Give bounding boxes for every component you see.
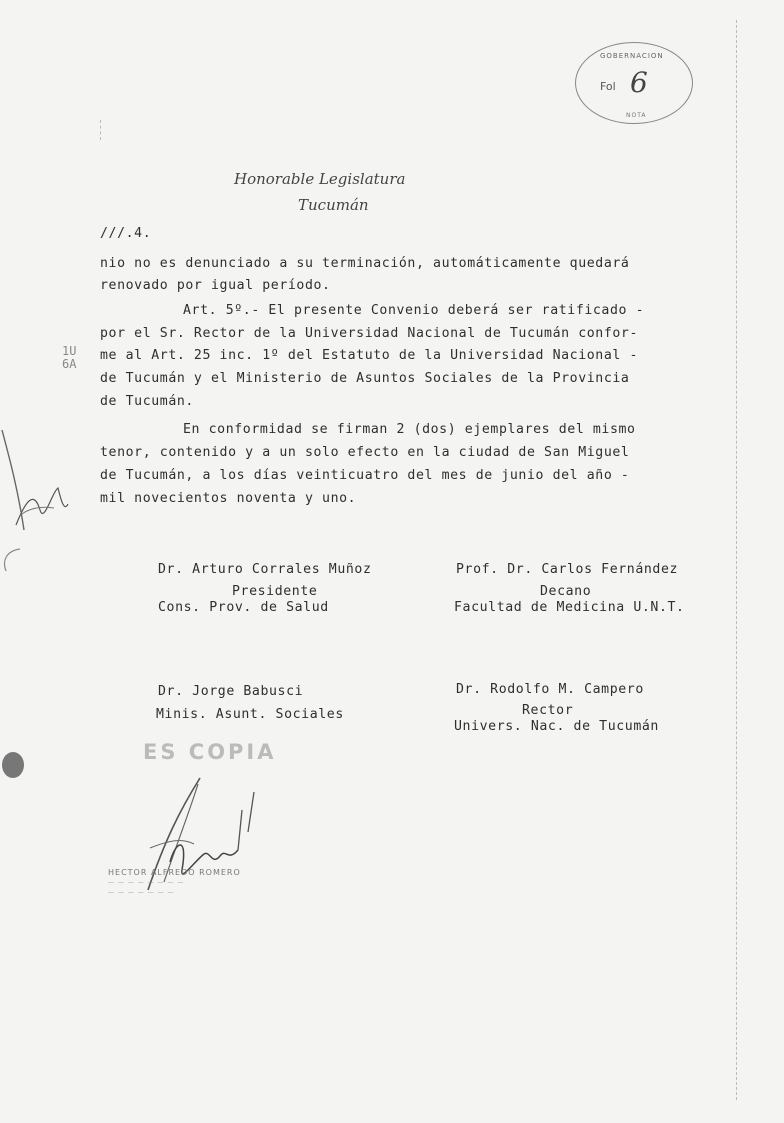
- margin-mark: 1U6A: [62, 344, 77, 371]
- signatory-name: Dr. Jorge Babusci: [158, 684, 304, 699]
- margin-fold-mark: [0, 420, 30, 540]
- body-line: mil novecientos noventa y uno.: [100, 491, 357, 506]
- body-line: Art. 5º.- El presente Convenio deberá ser ratificado -: [183, 303, 645, 318]
- signatory-role: Presidente: [232, 584, 318, 599]
- scan-edge-rule: [736, 20, 737, 1100]
- signatory-name: Prof. Dr. Carlos Fernández: [456, 562, 679, 577]
- body-line: me al Art. 25 inc. 1º del Estatuto de la Universidad Nacional -: [100, 348, 638, 363]
- body-line: tenor, contenido y a un solo efecto en la ciudad de San Miguel: [100, 445, 630, 460]
- scan-tick: [100, 120, 101, 140]
- signatory-role: Rector: [522, 703, 574, 718]
- body-line: de Tucumán y el Ministerio de Asuntos Sociales de la Provincia: [100, 371, 630, 386]
- signatory-org: Minis. Asunt. Sociales: [156, 707, 344, 722]
- body-line: nio no es denunciado a su terminación, automáticamente quedará: [100, 256, 630, 271]
- copy-stamp: ES COPIA: [143, 740, 277, 764]
- signatory-org: Facultad de Medicina U.N.T.: [454, 600, 685, 615]
- body-line: renovado por igual período.: [100, 278, 331, 293]
- notary-seal: [108, 868, 241, 898]
- punch-hole: [2, 752, 24, 778]
- signatory-org: Cons. Prov. de Salud: [158, 600, 329, 615]
- margin-curl: [0, 545, 24, 575]
- folio-stamp-number: 6: [630, 66, 648, 99]
- letterhead-title: Honorable Legislatura: [234, 170, 406, 188]
- folio-stamp-top-text: GOBERNACION: [600, 52, 664, 60]
- signatory-org: Univers. Nac. de Tucumán: [454, 719, 659, 734]
- body-line: por el Sr. Rector de la Universidad Nacional de Tucumán confor-: [100, 326, 638, 341]
- signatory-name: Dr. Rodolfo M. Campero: [456, 682, 644, 697]
- body-line: de Tucumán.: [100, 394, 194, 409]
- signatory-role: Decano: [540, 584, 592, 599]
- folio-stamp-label: Fol: [600, 80, 616, 93]
- notary-seal-detail: — — — — — — — —: [108, 879, 185, 886]
- body-line: En conformidad se firman 2 (dos) ejemplares del mismo: [183, 422, 636, 437]
- notary-seal-detail: — — — — — — —: [108, 889, 175, 896]
- folio-stamp-bottom-text: NOTA: [626, 112, 647, 119]
- body-line: de Tucumán, a los días veinticuatro del mes de junio del año -: [100, 468, 630, 483]
- signatory-name: Dr. Arturo Corrales Muñoz: [158, 562, 372, 577]
- letterhead-subtitle: Tucumán: [298, 196, 369, 214]
- notary-name: HECTOR ALFREDO ROMERO: [108, 868, 241, 877]
- page-marker: ///.4.: [100, 226, 152, 241]
